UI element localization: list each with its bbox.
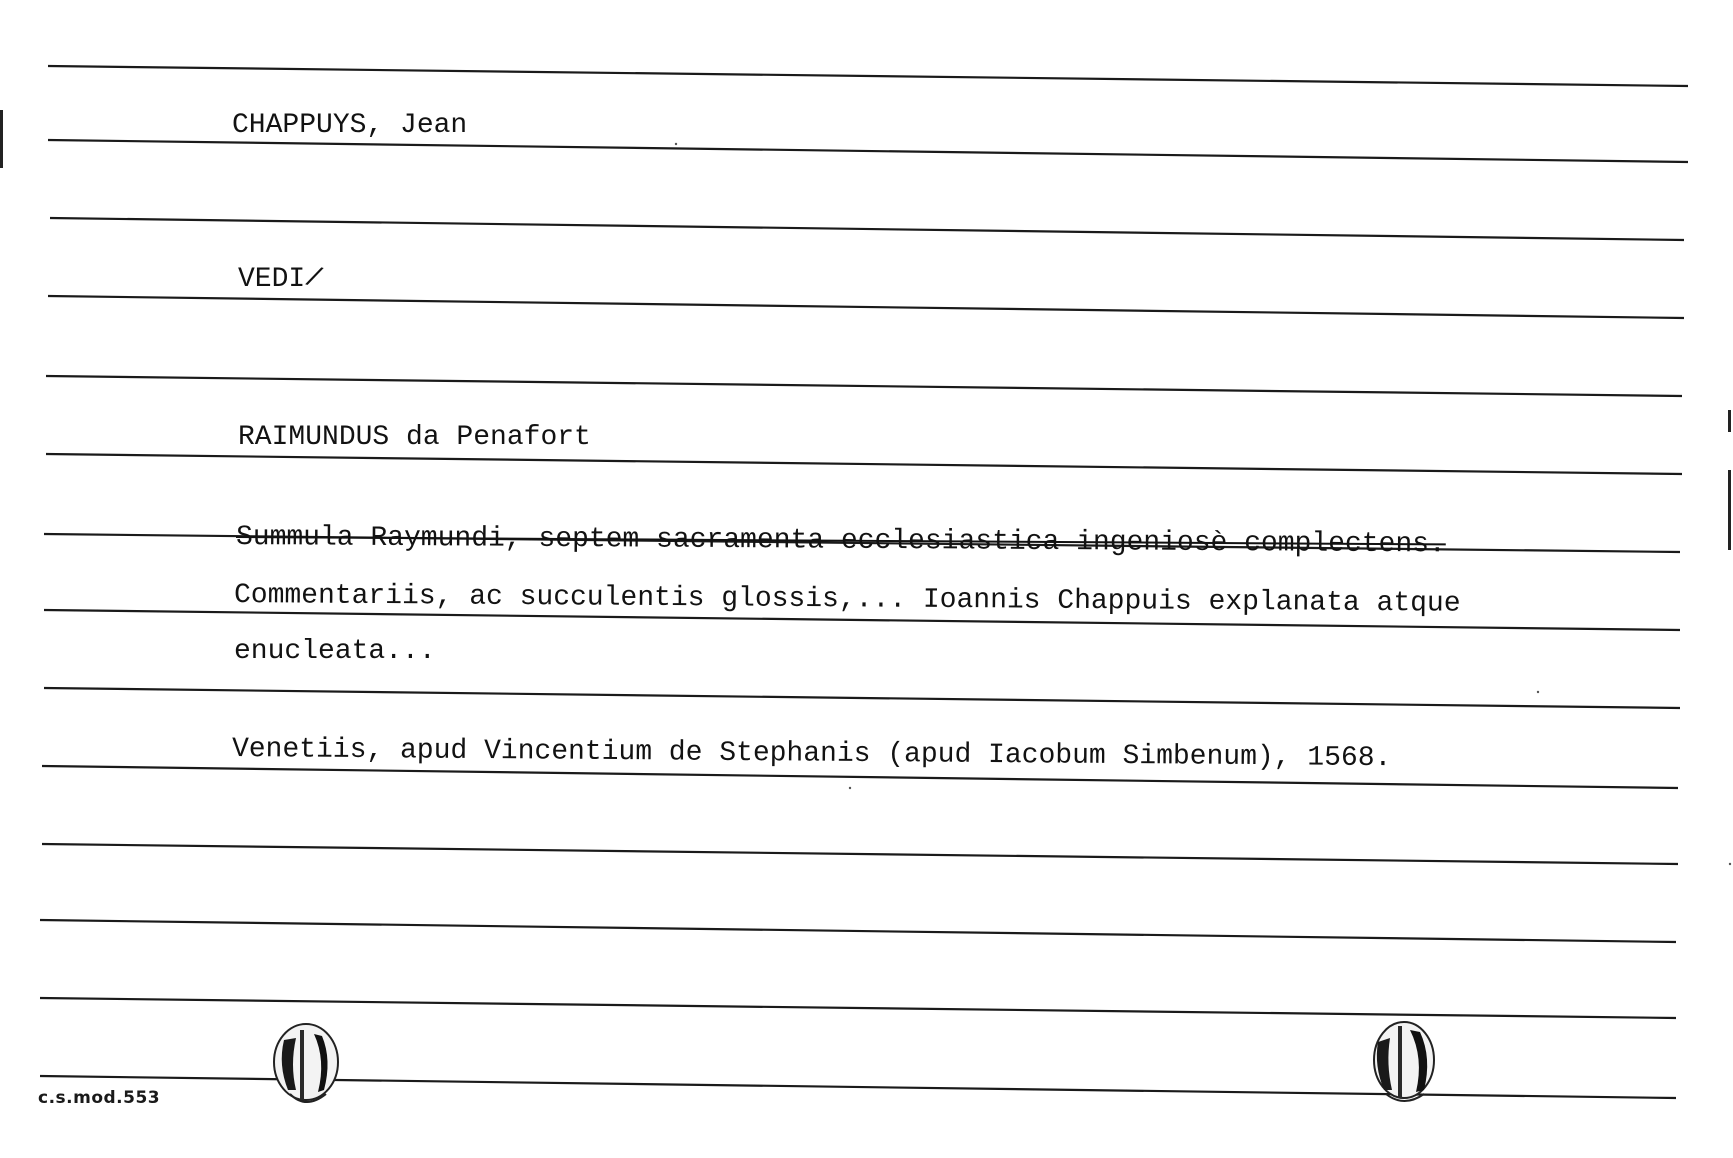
punch-hole-left [270, 1020, 340, 1110]
speck [1729, 863, 1731, 865]
rule-line [48, 140, 1688, 162]
right-edge-mark [1728, 410, 1731, 432]
struck-title-line: Summula Raymundi, septem sacramenta ecclesiastica ingeniosè complectens. [235, 522, 1446, 561]
rule-line [46, 376, 1682, 396]
title-line: Commentariis, ac succulentis glossis,... Ioannis Chappuis explanata atque [233, 580, 1461, 620]
rule-line [50, 218, 1684, 240]
left-edge-mark [0, 110, 3, 168]
punch-hole-right [1370, 1018, 1440, 1108]
see-reference-text: VEDI [238, 264, 306, 295]
rule-line [42, 844, 1678, 864]
rule-line [48, 66, 1688, 86]
rule-line [48, 296, 1684, 318]
speck [849, 787, 851, 789]
speck [675, 143, 677, 145]
rule-line [40, 998, 1676, 1018]
see-reference [238, 262, 326, 297]
imprint-line: Venetiis, apud Vincentium de Stephanis (apud Iacobum Simbenum), 1568. [231, 734, 1392, 775]
see-reference-mark: / [301, 262, 326, 297]
rule-line [46, 454, 1682, 474]
title-line: enucleata... [234, 636, 436, 667]
speck [1537, 691, 1539, 693]
rule-line [40, 920, 1676, 942]
author-heading: CHAPPUYS, Jean [232, 110, 468, 141]
right-edge-mark [1728, 470, 1731, 550]
subject-heading: RAIMUNDUS da Penafort [238, 422, 591, 453]
form-code: c.s.mod.553 [38, 1088, 161, 1108]
rule-line [44, 688, 1680, 708]
